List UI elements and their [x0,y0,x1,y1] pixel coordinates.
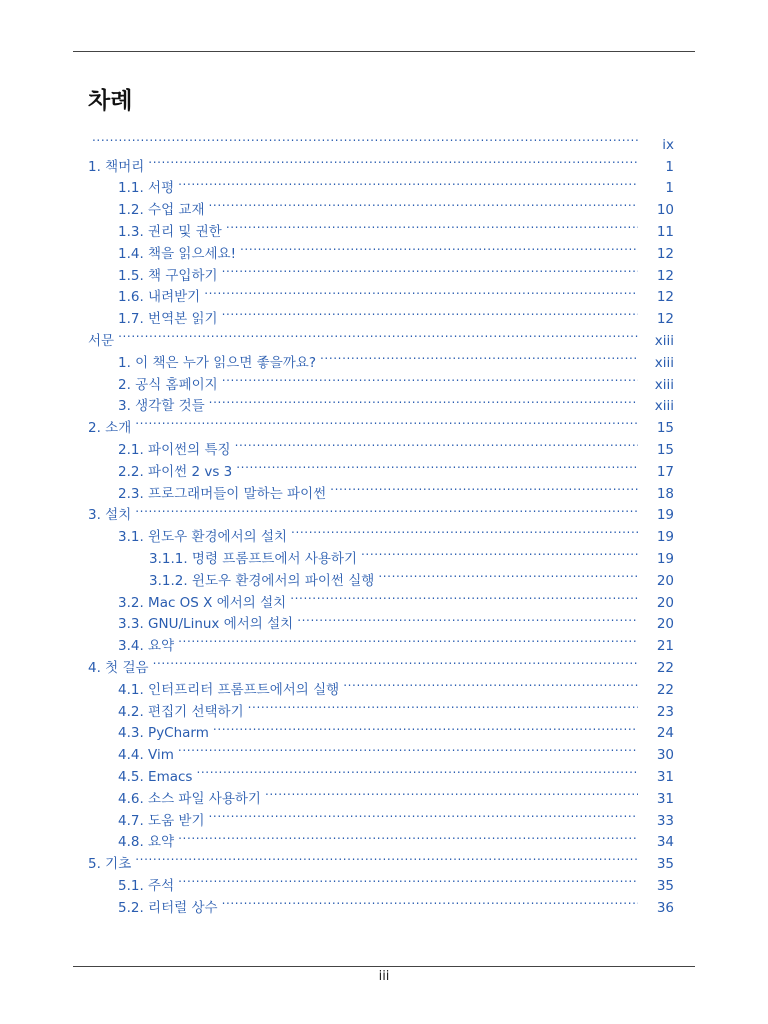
toc-entry-page-number[interactable]: 35 [656,856,674,873]
toc-entry-page-number[interactable]: 33 [656,812,674,829]
toc-entry-page-number[interactable]: 36 [656,899,674,916]
toc-entry-page-number[interactable]: xiii [654,354,674,371]
toc-dot-leader [148,149,638,171]
toc-entry[interactable] [88,650,674,676]
toc-entry-page-number[interactable]: 19 [656,550,674,567]
toc-entry-page-number[interactable]: 12 [656,311,674,328]
toc-entry-title[interactable]: 2.2. 파이썬 2 vs 3 [118,463,233,480]
toc-entry-page-number[interactable]: 18 [656,485,674,502]
toc-entry-title[interactable]: 4.5. Emacs [118,768,193,785]
toc-entry-title[interactable]: 서문 [88,332,115,349]
toc-entry-page-number[interactable]: 21 [656,638,674,655]
toc-dot-leader [92,127,638,149]
toc-entry-page-number[interactable]: ix [662,136,674,153]
toc-dot-leader [320,345,638,367]
toc-entry-page-number[interactable]: xiii [654,376,674,393]
toc-entry-page-number[interactable]: 10 [656,202,674,219]
toc-entry-title[interactable]: 4.8. 요약 [118,834,175,851]
toc-dot-leader [196,759,638,781]
toc-entry-page-number[interactable]: xiii [654,398,674,415]
toc-entry-title[interactable]: 2.1. 파이썬의 특징 [118,441,231,458]
toc-entry-title[interactable]: 1. 책머리 [88,158,145,175]
toc-entry-page-number[interactable]: 22 [656,681,674,698]
toc-entry-page-number[interactable]: 24 [656,725,674,742]
toc-entry-title[interactable]: 3.1. 윈도우 환경에서의 설치 [118,529,288,546]
toc-dot-leader [209,192,638,214]
toc-entry-page-number[interactable]: 1 [665,180,674,197]
toc-dot-leader [290,585,638,607]
toc-entry-page-number[interactable]: 31 [656,768,674,785]
table-of-contents [88,127,674,916]
header-rule [73,51,695,52]
toc-entry-title[interactable]: 4.1. 인터프리터 프롬프트에서의 실행 [118,681,340,698]
toc-entry-title[interactable]: 1.7. 번역본 읽기 [118,311,218,328]
toc-dot-leader [178,171,638,193]
toc-entry[interactable] [88,868,674,894]
toc-entry-title[interactable]: 1.1. 서평 [118,180,175,197]
toc-dot-leader [265,781,638,803]
toc-entry-title[interactable]: 3.1.2. 윈도우 환경에서의 파이썬 실행 [149,572,375,589]
toc-dot-leader [178,628,638,650]
toc-entry-title[interactable]: 5. 기초 [88,856,132,873]
toc-entry[interactable] [88,171,674,197]
toc-entry-page-number[interactable]: 19 [656,529,674,546]
toc-dot-leader [248,694,638,716]
toc-entry-title[interactable]: 2. 공식 홈페이지 [118,376,218,393]
toc-entry-page-number[interactable]: 31 [656,790,674,807]
toc-entry-title[interactable]: 1.6. 내려받기 [118,289,201,306]
toc-entry[interactable] [88,432,674,458]
toc-entry-page-number[interactable]: 15 [656,420,674,437]
toc-entry-page-number[interactable]: 35 [656,877,674,894]
toc-dot-leader [297,607,638,629]
toc-entry-title[interactable]: 4.3. PyCharm [118,725,209,742]
toc-dot-leader [204,280,638,302]
toc-entry-page-number[interactable]: 20 [656,572,674,589]
toc-dot-leader [240,236,638,258]
toc-entry-page-number[interactable]: 11 [656,223,674,240]
toc-entry-page-number[interactable]: xiii [654,332,674,349]
toc-dot-leader [118,323,638,345]
toc-entry-title[interactable]: 2. 소개 [88,420,132,437]
toc-entry[interactable] [88,323,674,349]
toc-entry[interactable] [88,127,674,153]
toc-entry-page-number[interactable]: 1 [665,158,674,175]
toc-entry-title[interactable]: 4. 첫 걸음 [88,659,149,676]
toc-entry-title[interactable]: 5.1. 주석 [118,877,175,894]
toc-dot-leader [178,825,638,847]
toc-entry-title[interactable]: 4.4. Vim [118,747,174,764]
toc-dot-leader [135,410,638,432]
toc-entry-title[interactable]: 2.3. 프로그래머들이 말하는 파이썬 [118,485,327,502]
toc-dot-leader [135,846,638,868]
toc-entry-title[interactable]: 1. 이 책은 누가 읽으면 좋을까요? [118,354,316,371]
toc-entry-title[interactable]: 1.4. 책을 읽으세요! [118,245,237,262]
toc-entry-title[interactable]: 4.6. 소스 파일 사용하기 [118,790,261,807]
toc-entry-title[interactable]: 3.2. Mac OS X 에서의 설치 [118,594,287,611]
toc-entry-page-number[interactable]: 30 [656,747,674,764]
toc-entry[interactable] [88,519,674,546]
toc-entry-page-number[interactable]: 12 [656,245,674,262]
toc-dot-leader [135,498,638,520]
page-title: 차례 [88,87,133,114]
toc-entry[interactable] [88,149,674,175]
toc-dot-leader [236,454,638,476]
footer-rule [73,966,695,967]
toc-dot-leader [330,476,638,498]
toc-dot-leader [222,367,638,389]
toc-entry[interactable] [88,672,674,698]
toc-entry-title[interactable]: 3.4. 요약 [118,638,175,655]
toc-dot-leader [226,214,638,236]
toc-entry[interactable] [88,345,674,371]
toc-entry-page-number[interactable]: 19 [656,507,674,524]
toc-entry-title[interactable]: 1.5. 책 구입하기 [118,267,218,284]
toc-entry-page-number[interactable]: 34 [656,834,674,851]
toc-entry-title[interactable]: 5.2. 리터럴 상수 [118,899,218,916]
toc-entry-page-number[interactable]: 23 [656,703,674,720]
toc-dot-leader [209,803,638,825]
toc-entry-page-number[interactable]: 17 [656,463,674,480]
toc-dot-leader [235,432,638,454]
toc-entry-page-number[interactable]: 12 [656,289,674,306]
toc-entry-title[interactable]: 3. 설치 [88,507,132,524]
toc-entry-title[interactable]: 3.1.1. 명령 프롬프트에서 사용하기 [149,550,358,567]
toc-entry-page-number[interactable]: 22 [656,659,674,676]
toc-entry-title[interactable]: 4.2. 편집기 선택하기 [118,703,244,720]
toc-dot-leader [178,868,638,890]
toc-entry-title[interactable]: 3. 생각할 것들 [118,398,205,415]
toc-entry-title[interactable]: 4.7. 도움 받기 [118,812,205,829]
toc-dot-leader [361,541,638,563]
toc-entry-page-number[interactable]: 20 [656,594,674,611]
toc-entry-title[interactable]: 3.3. GNU/Linux 에서의 설치 [118,616,294,633]
toc-dot-leader [153,650,638,672]
toc-entry-title[interactable]: 1.3. 권리 및 권한 [118,223,222,240]
toc-dot-leader [343,672,638,694]
toc-dot-leader [378,563,638,585]
toc-dot-leader [209,389,638,411]
toc-entry-page-number[interactable]: 12 [656,267,674,284]
page-number: iii [378,969,390,984]
toc-entry[interactable] [88,410,674,437]
toc-dot-leader [291,519,638,541]
toc-entry[interactable] [88,846,674,873]
toc-entry[interactable] [88,498,674,524]
toc-dot-leader [178,737,638,759]
toc-dot-leader [222,301,638,323]
toc-entry-title[interactable]: 1.2. 수업 교재 [118,202,205,219]
toc-entry-page-number[interactable]: 20 [656,616,674,633]
toc-entry-page-number[interactable]: 15 [656,441,674,458]
toc-dot-leader [213,716,638,738]
toc-dot-leader [222,258,638,280]
toc-dot-leader [222,890,638,912]
